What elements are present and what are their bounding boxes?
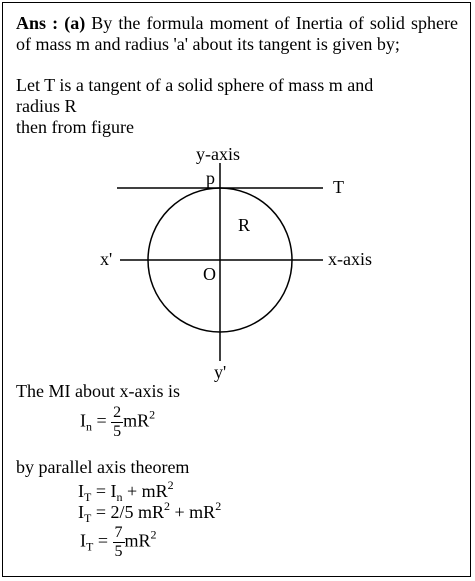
let-line-2: radius R	[16, 96, 77, 116]
eq4-lhs-sub: T	[86, 539, 94, 554]
eq1-sup: 2	[149, 407, 156, 422]
let-line-1: Let T is a tangent of a solid sphere of mass m and	[16, 75, 374, 95]
eq3-rest: = 2/5 mR	[91, 502, 165, 522]
eq2-lhs-sub: T	[84, 490, 92, 504]
eq4-lhs: I	[80, 530, 86, 551]
origin-o-label: O	[203, 264, 216, 284]
eq1-fraction	[111, 404, 123, 441]
eq1-lhs-sub: n	[86, 419, 92, 434]
x-prime-label: x'	[100, 249, 113, 269]
y-axis-label: y-axis	[196, 144, 240, 164]
eq2-lhs: I	[78, 481, 84, 501]
eq4-sup: 2	[150, 527, 157, 542]
eq1-denominator: 5	[113, 423, 122, 440]
answer-label: Ans : (a)	[16, 13, 86, 33]
parallel-axis-line: by parallel axis theorem	[16, 457, 190, 477]
intro-text: By the formula moment of Inertia of solid sphere of mass m and radius 'a' about its tangent is given by;	[16, 13, 458, 54]
equation-in	[80, 404, 155, 441]
radius-r-label: R	[238, 215, 251, 235]
eq1-lhs: I	[80, 410, 86, 431]
eq4-numerator: 7	[114, 524, 123, 541]
eq3-sup1: 2	[164, 499, 171, 513]
eq3-lhs-sub: T	[84, 511, 92, 525]
eq1-rhs: mR	[123, 410, 150, 431]
eq2-sup: 2	[167, 478, 174, 492]
eq1-numerator: 2	[113, 404, 122, 421]
equation-it-expanded	[78, 499, 221, 526]
eq2-rest-b: + mR	[122, 481, 168, 501]
y-prime-label: y'	[214, 362, 227, 382]
equation-it-final	[80, 524, 157, 561]
eq4-fraction	[113, 524, 125, 561]
x-axis-label: x-axis	[328, 249, 372, 269]
eq4-denominator: 5	[114, 543, 123, 560]
eq3-lhs: I	[78, 502, 84, 522]
tangent-t-label: T	[333, 177, 344, 197]
mi-line: The MI about x-axis is	[16, 381, 180, 401]
eq3-sup2: 2	[215, 499, 222, 513]
point-p-label: p	[206, 168, 215, 188]
eq2-rest-a-sub: n	[116, 490, 123, 504]
eq4-rhs: mR	[124, 530, 151, 551]
eq4-equals: =	[93, 530, 113, 551]
eq2-rest-a: = I	[91, 481, 117, 501]
eq1-equals: =	[92, 410, 112, 431]
eq3-rest2: + mR	[170, 502, 216, 522]
then-line: then from figure	[16, 117, 134, 137]
